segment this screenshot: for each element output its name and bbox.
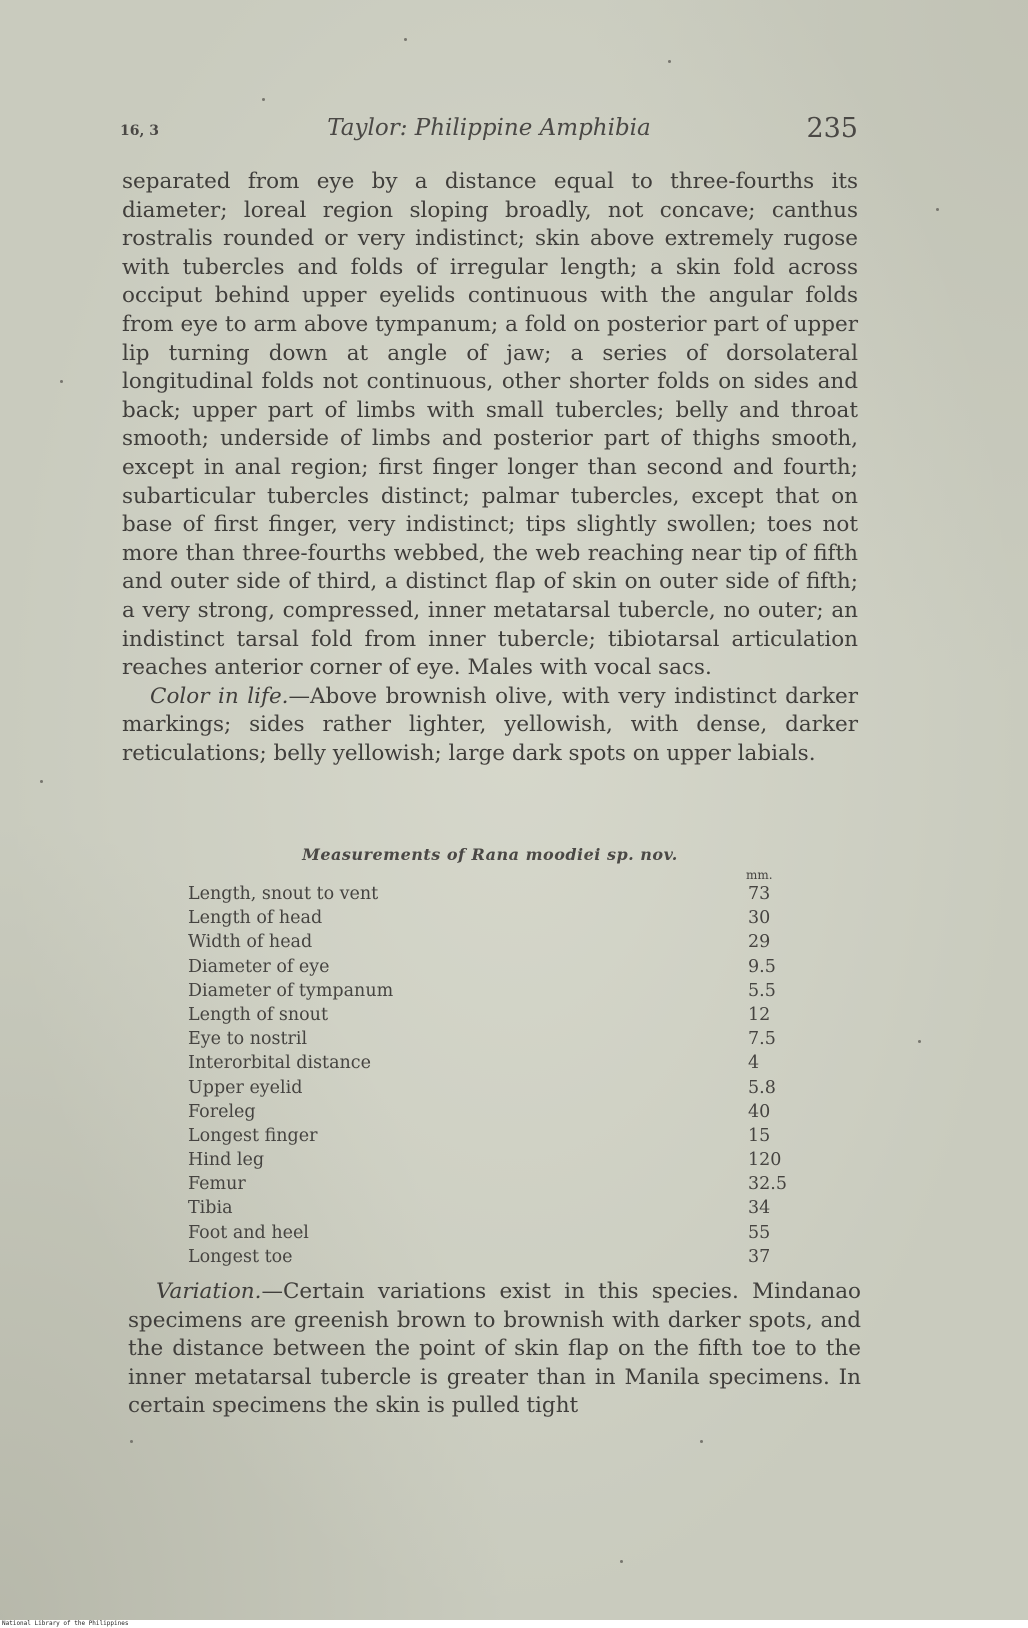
variation-section: [128, 1278, 861, 1421]
page-number: 235: [806, 113, 858, 144]
scan-speck: [262, 98, 265, 101]
measurement-value: 29: [748, 932, 771, 953]
scan-speck: [60, 380, 63, 383]
scan-speck: [620, 1560, 623, 1563]
measurement-label: Length, snout to vent: [188, 884, 379, 904]
table-row: [188, 908, 808, 932]
scan-speck: [700, 1440, 703, 1443]
measurement-label: Eye to nostril: [188, 1029, 308, 1050]
scan-speck: [130, 1440, 133, 1443]
running-title: Taylor: Philippine Amphibia: [327, 115, 651, 141]
measurement-label: Length of head: [188, 908, 323, 929]
measurement-label: Tibia: [188, 1198, 233, 1219]
variation-text: —Certain variations exist in this species. Mindanao specimens are greenish brown to brownish with darker spots, and the distance between the point of skin flap on the fifth toe to the inner metatarsal tubercle is greater than in Manila specimens. In certain specimens the skin is pulled tight: [128, 1279, 861, 1419]
table-row: [188, 1005, 808, 1029]
footer-strip: [0, 1620, 1028, 1628]
table-row: [188, 1029, 808, 1053]
color-paragraph: [122, 683, 858, 769]
scan-speck: [40, 780, 43, 783]
measurement-label: Width of head: [188, 932, 313, 953]
measurement-label: Upper eyelid: [188, 1077, 303, 1098]
measurement-label: Diameter of tympanum: [188, 980, 394, 1001]
scan-speck: [918, 1040, 921, 1043]
measurement-value: 32.5: [748, 1174, 787, 1195]
unit-label: mm.: [746, 868, 773, 882]
table-row: [188, 932, 808, 956]
measurement-value: 9.5: [748, 956, 776, 977]
table-row: [188, 1053, 808, 1077]
table-row: [188, 1102, 808, 1126]
measurement-value: 7.5: [748, 1029, 776, 1050]
measurement-value: 15: [748, 1125, 771, 1146]
table-row: [188, 1223, 808, 1247]
measurement-value: 40: [748, 1101, 771, 1122]
description-paragraph: separated from eye by a distance equal to three-fourths its diameter; loreal region sloping broadly, not concave; canthus rostralis rounded or very indistinct; skin above extremely rugose with tubercles and folds of irregular length; a skin fold across occiput behind upper eyelids continuous with the angular folds from eye to arm above tympanum; a fold on posterior part of upper lip turning down at angle of jaw; a series of dorsolateral longitudinal folds not continuous, other shorter folds on sides and back; upper part of limbs with small tubercles; belly and throat smooth; underside of limbs and posterior part of thighs smooth, except in anal region; first finger longer than second and fourth; subarticular tubercles distinct; palmar tubercles, except that on base of first finger, very indistinct; tips slightly swollen; toes not more than three-fourths webbed, the web reaching near tip of fifth and outer side of third, a distinct flap of skin on outer side of fifth; a very strong, compressed, inner metatarsal tubercle, no outer; an indistinct tarsal fold from inner tubercle; tibiotarsal articulation reaches anterior corner of eye. Males with vocal sacs.: [122, 169, 858, 681]
measurement-value: 55: [748, 1222, 771, 1243]
measurement-label: Diameter of eye: [188, 956, 330, 977]
table-row: [188, 957, 808, 981]
measurement-value: 120: [748, 1150, 782, 1171]
table-row: [188, 1247, 808, 1271]
volume-mark: 16, 3: [120, 123, 159, 139]
measurement-label: Interorbital distance: [188, 1053, 371, 1074]
measurement-label: Length of snout: [188, 1004, 328, 1025]
table-row: [188, 1150, 808, 1174]
variation-heading: Variation.: [156, 1279, 262, 1304]
table-row: [188, 884, 808, 908]
measurement-value: 5.8: [748, 1077, 776, 1098]
table-row: [188, 1126, 808, 1150]
measurement-label: Hind leg: [188, 1150, 265, 1171]
variation-paragraph: [128, 1278, 861, 1421]
measurements-table: [188, 868, 808, 1271]
measurement-value: 12: [748, 1004, 771, 1025]
measurement-value: 34: [748, 1198, 771, 1219]
measurement-value: 5.5: [748, 980, 776, 1001]
measurement-label: Foreleg: [188, 1101, 256, 1122]
table-caption: Measurements of Rana moodiei sp. nov.: [302, 845, 678, 864]
measurement-value: 73: [748, 884, 771, 904]
measurement-label: Femur: [188, 1174, 246, 1195]
footer-credit: National Library of the Philippines: [2, 1620, 129, 1627]
measurement-value: 30: [748, 908, 771, 929]
measurement-label: Longest toe: [188, 1246, 293, 1267]
color-heading: Color in life.: [150, 683, 289, 709]
unit-row: [188, 868, 808, 884]
scan-speck: [404, 38, 407, 41]
scan-speck: [936, 208, 939, 211]
measurement-value: 4: [748, 1053, 760, 1074]
measurement-label: Foot and heel: [188, 1222, 309, 1243]
color-text: —Above brownish olive, with very indistinct darker markings; sides rather lighter, yellowish, with dense, darker reticulations; belly yellowish; large dark spots on upper labials.: [122, 683, 858, 766]
table-row: [188, 1078, 808, 1102]
table-row: [188, 981, 808, 1005]
running-head: [120, 115, 858, 149]
measurement-label: Longest finger: [188, 1125, 318, 1146]
measurement-value: 37: [748, 1246, 771, 1267]
main-text: [122, 168, 858, 768]
scan-speck: [668, 60, 671, 63]
table-row: [188, 1174, 808, 1198]
table-row: [188, 1198, 808, 1222]
